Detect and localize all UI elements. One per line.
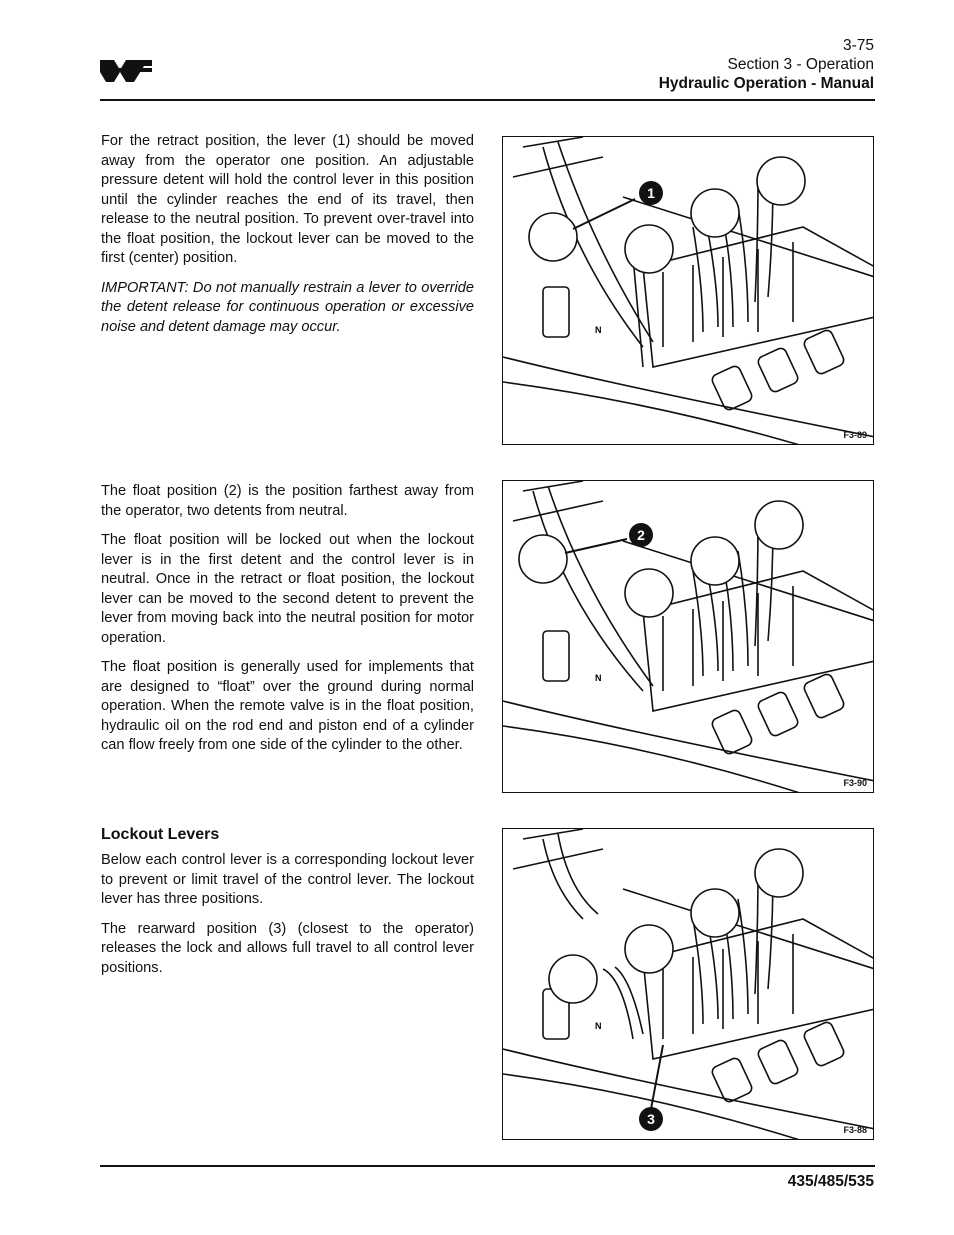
figure-retract <box>502 136 874 445</box>
figure-label: F3-90 <box>843 778 867 788</box>
float-text <box>101 482 474 766</box>
callout-number: 1 <box>647 185 655 201</box>
paragraph: The rearward position (3) (closest to the operator) releases the lock and allows full travel to all control lever positions. <box>101 920 474 976</box>
page-title: Hydraulic Operation - Manual <box>658 75 874 92</box>
brand-logo <box>100 56 152 86</box>
header-divider <box>100 99 875 101</box>
paragraph: Below each control lever is a corresponding lockout lever to prevent or limit travel of the control lever. The lockout lever has three positions. <box>101 852 474 907</box>
page-number: 3-75 <box>842 37 874 54</box>
paragraph: For the retract position, the lever (1) should be moved away from the operator one position. An adjustable pressure detent will hold the control lever in this position until the cylinder reaches the end of its travel, then release to the neutral position. To prevent over-travel into the float position, the lockout lever can be moved to the first (center) position. <box>101 133 474 266</box>
paragraph: The float position (2) is the position farthest away from the operator, two detents from neutral. <box>101 483 474 519</box>
lever-illustration <box>503 829 874 1140</box>
figure-float <box>502 480 874 793</box>
figure-label: F3-89 <box>843 430 867 440</box>
paragraph: The float position will be locked out when the lockout lever is in the first detent and the control lever is in neutral. Once in the retract or float position, the lockout lever can be moved to the second detent to prevent the lever from moving back into the neutral position for motor operation. <box>101 532 474 646</box>
paragraph: The float position is generally used for implements that are designed to “float” over the ground during normal operation. When the remote valve is in the float position, hydraulic oil on the rod end and piston end of a cylinder can flow freely from one side of the cylinder to the other. <box>101 659 474 753</box>
important-note: IMPORTANT: Do not manually restrain a lever to override the detent release for continuous operation or excessive noise and detent damage may occur. <box>101 279 474 335</box>
gauge-letter: N <box>595 673 602 683</box>
lockout-text <box>101 851 474 988</box>
section-label: Section 3 - Operation <box>727 56 874 73</box>
gauge-letter: N <box>595 1021 602 1031</box>
callout-number: 3 <box>647 1111 655 1127</box>
lever-illustration <box>503 137 874 445</box>
gauge-letter: N <box>595 325 602 335</box>
figure-lockout <box>502 828 874 1140</box>
figure-label: F3-88 <box>843 1125 867 1135</box>
footer-divider <box>100 1165 875 1167</box>
callout-number: 2 <box>637 527 645 543</box>
model-number: 435/485/535 <box>787 1173 874 1190</box>
lever-illustration <box>503 481 874 793</box>
section-heading: Lockout Levers <box>101 826 220 843</box>
retract-text <box>101 132 474 347</box>
